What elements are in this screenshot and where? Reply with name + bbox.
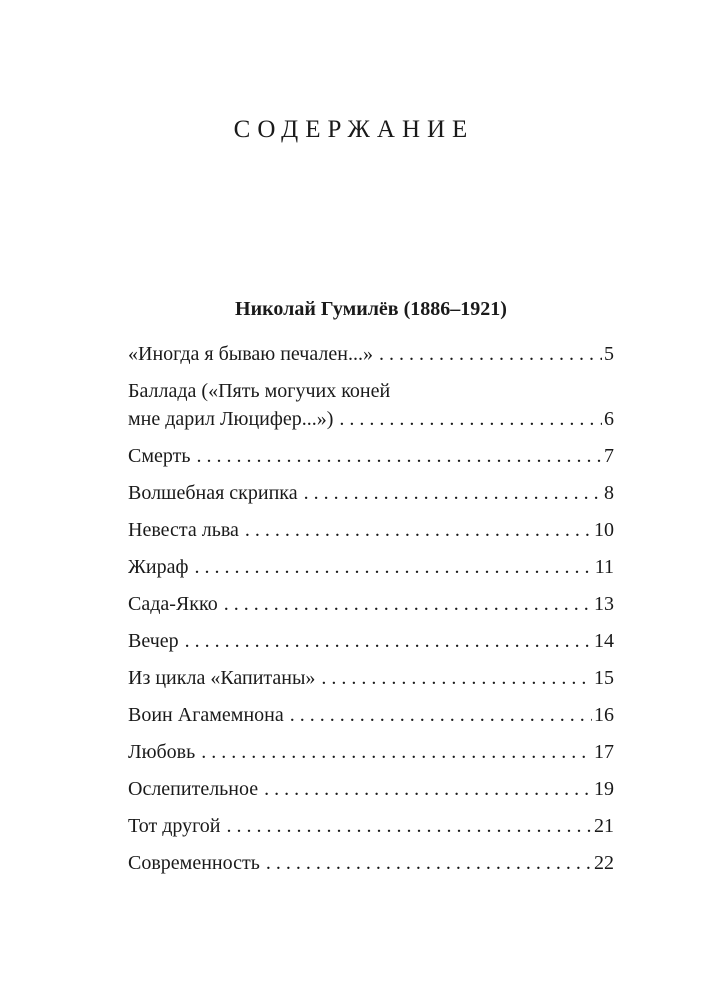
- section-title: Николай Гумилёв (1886–1921): [235, 298, 507, 320]
- toc-row: [128, 738, 614, 766]
- toc-entry-page: 6: [604, 408, 614, 430]
- toc-entry-page: 15: [594, 667, 614, 689]
- toc-entry[interactable]: [128, 553, 614, 581]
- toc-entry-title: Смерть: [128, 445, 191, 467]
- dot-leader: [227, 812, 592, 840]
- dot-leader: [245, 516, 592, 544]
- toc-row: [128, 442, 614, 470]
- toc-row: [128, 627, 614, 655]
- dot-leader: [196, 442, 602, 470]
- toc-entry[interactable]: [128, 479, 614, 507]
- toc-entry[interactable]: [128, 442, 614, 470]
- toc-entry-page: 10: [594, 519, 614, 541]
- toc-entry-page: 22: [594, 852, 614, 874]
- toc-entry-title: Современность: [128, 852, 260, 874]
- toc-row: [128, 812, 614, 840]
- dot-leader: [185, 627, 592, 655]
- toc-entry-title: Из цикла «Капитаны»: [128, 667, 316, 689]
- toc-entry-title: Волшебная скрипка: [128, 482, 298, 504]
- toc-row: [128, 516, 614, 544]
- dot-leader: [201, 738, 592, 766]
- toc-entry-title: Ослепительное: [128, 778, 259, 800]
- dot-leader: [304, 479, 602, 507]
- toc-row: [128, 405, 614, 433]
- toc-row: [128, 664, 614, 692]
- toc-entry-title: Воин Агамемнона: [128, 704, 284, 726]
- dot-leader: [290, 701, 592, 729]
- toc-entry-page: 14: [594, 630, 614, 652]
- toc-entry-title: Любовь: [128, 741, 196, 763]
- toc-entry-title: Тот другой: [128, 815, 221, 837]
- dot-leader: [194, 553, 592, 581]
- toc-row: [128, 590, 614, 618]
- toc-entry-page: 17: [594, 741, 614, 763]
- toc-entry-title: Жираф: [128, 556, 189, 578]
- dot-leader: [321, 664, 592, 692]
- toc-entry[interactable]: [128, 849, 614, 877]
- toc-entry-page: 13: [594, 593, 614, 615]
- toc-entry[interactable]: [128, 775, 614, 803]
- toc-entry-page: 5: [604, 343, 614, 365]
- toc-row: [128, 340, 614, 368]
- toc-entry-title: Невеста льва: [128, 519, 239, 541]
- dot-leader: [266, 849, 592, 877]
- toc-entry-page: 7: [604, 445, 614, 467]
- toc-row: [128, 553, 614, 581]
- toc-entry[interactable]: [128, 664, 614, 692]
- toc-row: [128, 479, 614, 507]
- toc-entry[interactable]: [128, 516, 614, 544]
- toc-entry-title: Вечер: [128, 630, 179, 652]
- toc-row: [128, 849, 614, 877]
- toc-entry-title: мне дарил Люцифер...»): [128, 408, 334, 430]
- toc-entry[interactable]: [128, 590, 614, 618]
- toc-entry-page: 8: [604, 482, 614, 504]
- toc-entry[interactable]: [128, 340, 614, 368]
- dot-leader: [264, 775, 592, 803]
- toc-entry-page: 11: [594, 556, 614, 578]
- toc-entry[interactable]: [128, 377, 614, 433]
- toc-entry-title: «Иногда я бываю печален...»: [128, 343, 373, 365]
- toc-entry-page: 16: [594, 704, 614, 726]
- toc-entry[interactable]: [128, 701, 614, 729]
- dot-leader: [339, 405, 602, 433]
- dot-leader: [379, 340, 602, 368]
- toc-entry[interactable]: [128, 812, 614, 840]
- toc-row: [128, 701, 614, 729]
- toc-row: [128, 775, 614, 803]
- table-of-contents: [128, 340, 614, 886]
- toc-entry-title-line1: Баллада («Пять могучих коней: [128, 380, 391, 402]
- toc-entry[interactable]: [128, 627, 614, 655]
- toc-entry[interactable]: [128, 738, 614, 766]
- toc-entry-page: 21: [594, 815, 614, 837]
- toc-entry-title: Сада-Якко: [128, 593, 218, 615]
- dot-leader: [224, 590, 592, 618]
- page-heading: СОДЕРЖАНИЕ: [233, 116, 475, 143]
- toc-entry-page: 19: [594, 778, 614, 800]
